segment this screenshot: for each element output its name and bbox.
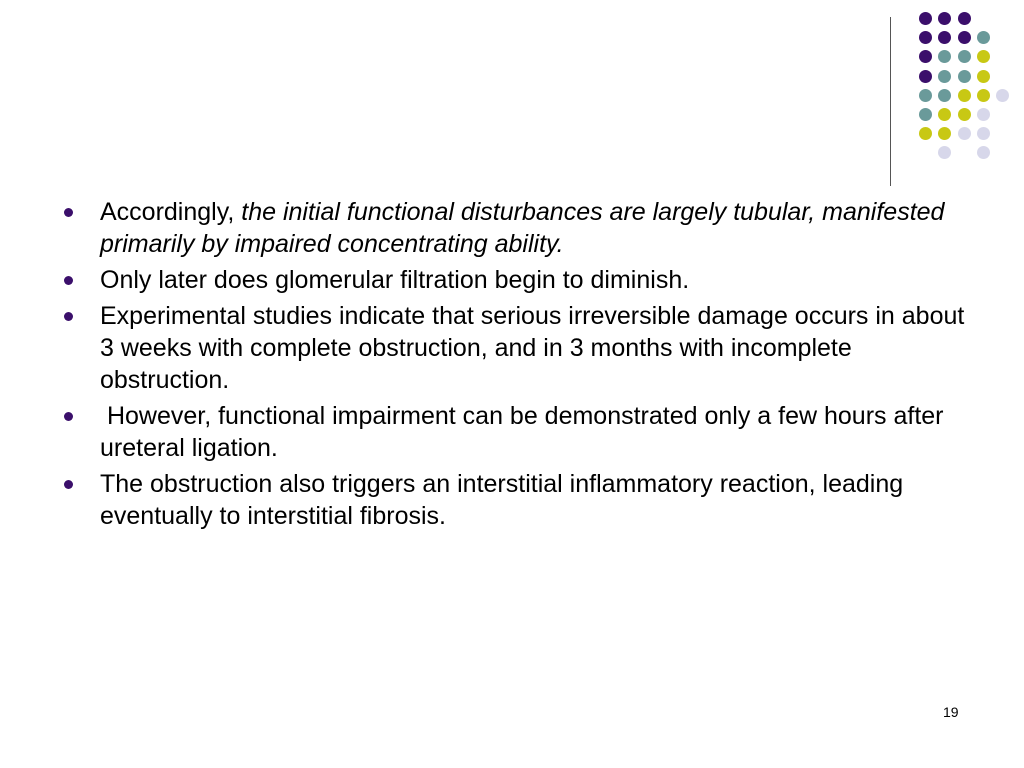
decorative-dot [919,108,932,121]
decorative-dot [919,31,932,44]
decorative-dot [977,89,990,102]
decorative-dot [919,12,932,25]
decorative-dot [938,127,951,140]
decorative-dot [958,12,971,25]
slide-page-number: 19 [943,704,959,720]
decorative-dot [919,127,932,140]
bullet-text-run: Only later does glomerular filtration begin to diminish. [100,266,690,294]
decorative-dot [958,108,971,121]
bullet-text-run: Experimental studies indicate that serious irreversible damage occurs in about 3 weeks with complete obstruction, and in 3 months with incomplete obstruction. [100,302,965,394]
bullet-text-italic-run: the initial functional disturbances are largely tubular, manifested primarily by impaired concentrating ability. [100,198,945,258]
decorative-dot [958,50,971,63]
decorative-dot [919,70,932,83]
decorative-dot [958,127,971,140]
bullet-dot-icon [64,208,73,217]
decorative-dot [938,12,951,25]
decorative-dot [977,127,990,140]
bullet-dot-icon [64,412,73,421]
decorative-dot [977,70,990,83]
bullet-dot-icon [64,480,73,489]
decorative-dot [938,70,951,83]
decorative-dot [977,146,990,159]
bullet-dot-icon [64,312,73,321]
bullet-dot-icon [64,276,73,285]
decorative-dot [996,89,1009,102]
decorative-dot [919,89,932,102]
bullet-item-5 [62,468,967,532]
bullet-list [62,196,967,536]
bullet-text-run: The obstruction also triggers an interstitial inflammatory reaction, leading eventually to interstitial fibrosis. [100,470,904,530]
decorative-dot-grid [906,12,1006,172]
bullet-item-1 [62,196,967,260]
bullet-text-run: Accordingly, [100,198,242,226]
decorative-dot [938,31,951,44]
bullet-item-4 [62,400,967,464]
bullet-item-3 [62,300,967,396]
decorative-dot [958,89,971,102]
vertical-divider-line [890,17,891,186]
decorative-dot [938,146,951,159]
decorative-dot [938,50,951,63]
decorative-dot [977,108,990,121]
decorative-dot [938,108,951,121]
decorative-dot [977,50,990,63]
decorative-dot [938,89,951,102]
decorative-dot [977,31,990,44]
decorative-dot [958,70,971,83]
bullet-item-2 [62,264,967,296]
bullet-text-run: However, functional impairment can be demonstrated only a few hours after ureteral ligation. [100,402,951,462]
decorative-dot [919,50,932,63]
decorative-dot [958,31,971,44]
